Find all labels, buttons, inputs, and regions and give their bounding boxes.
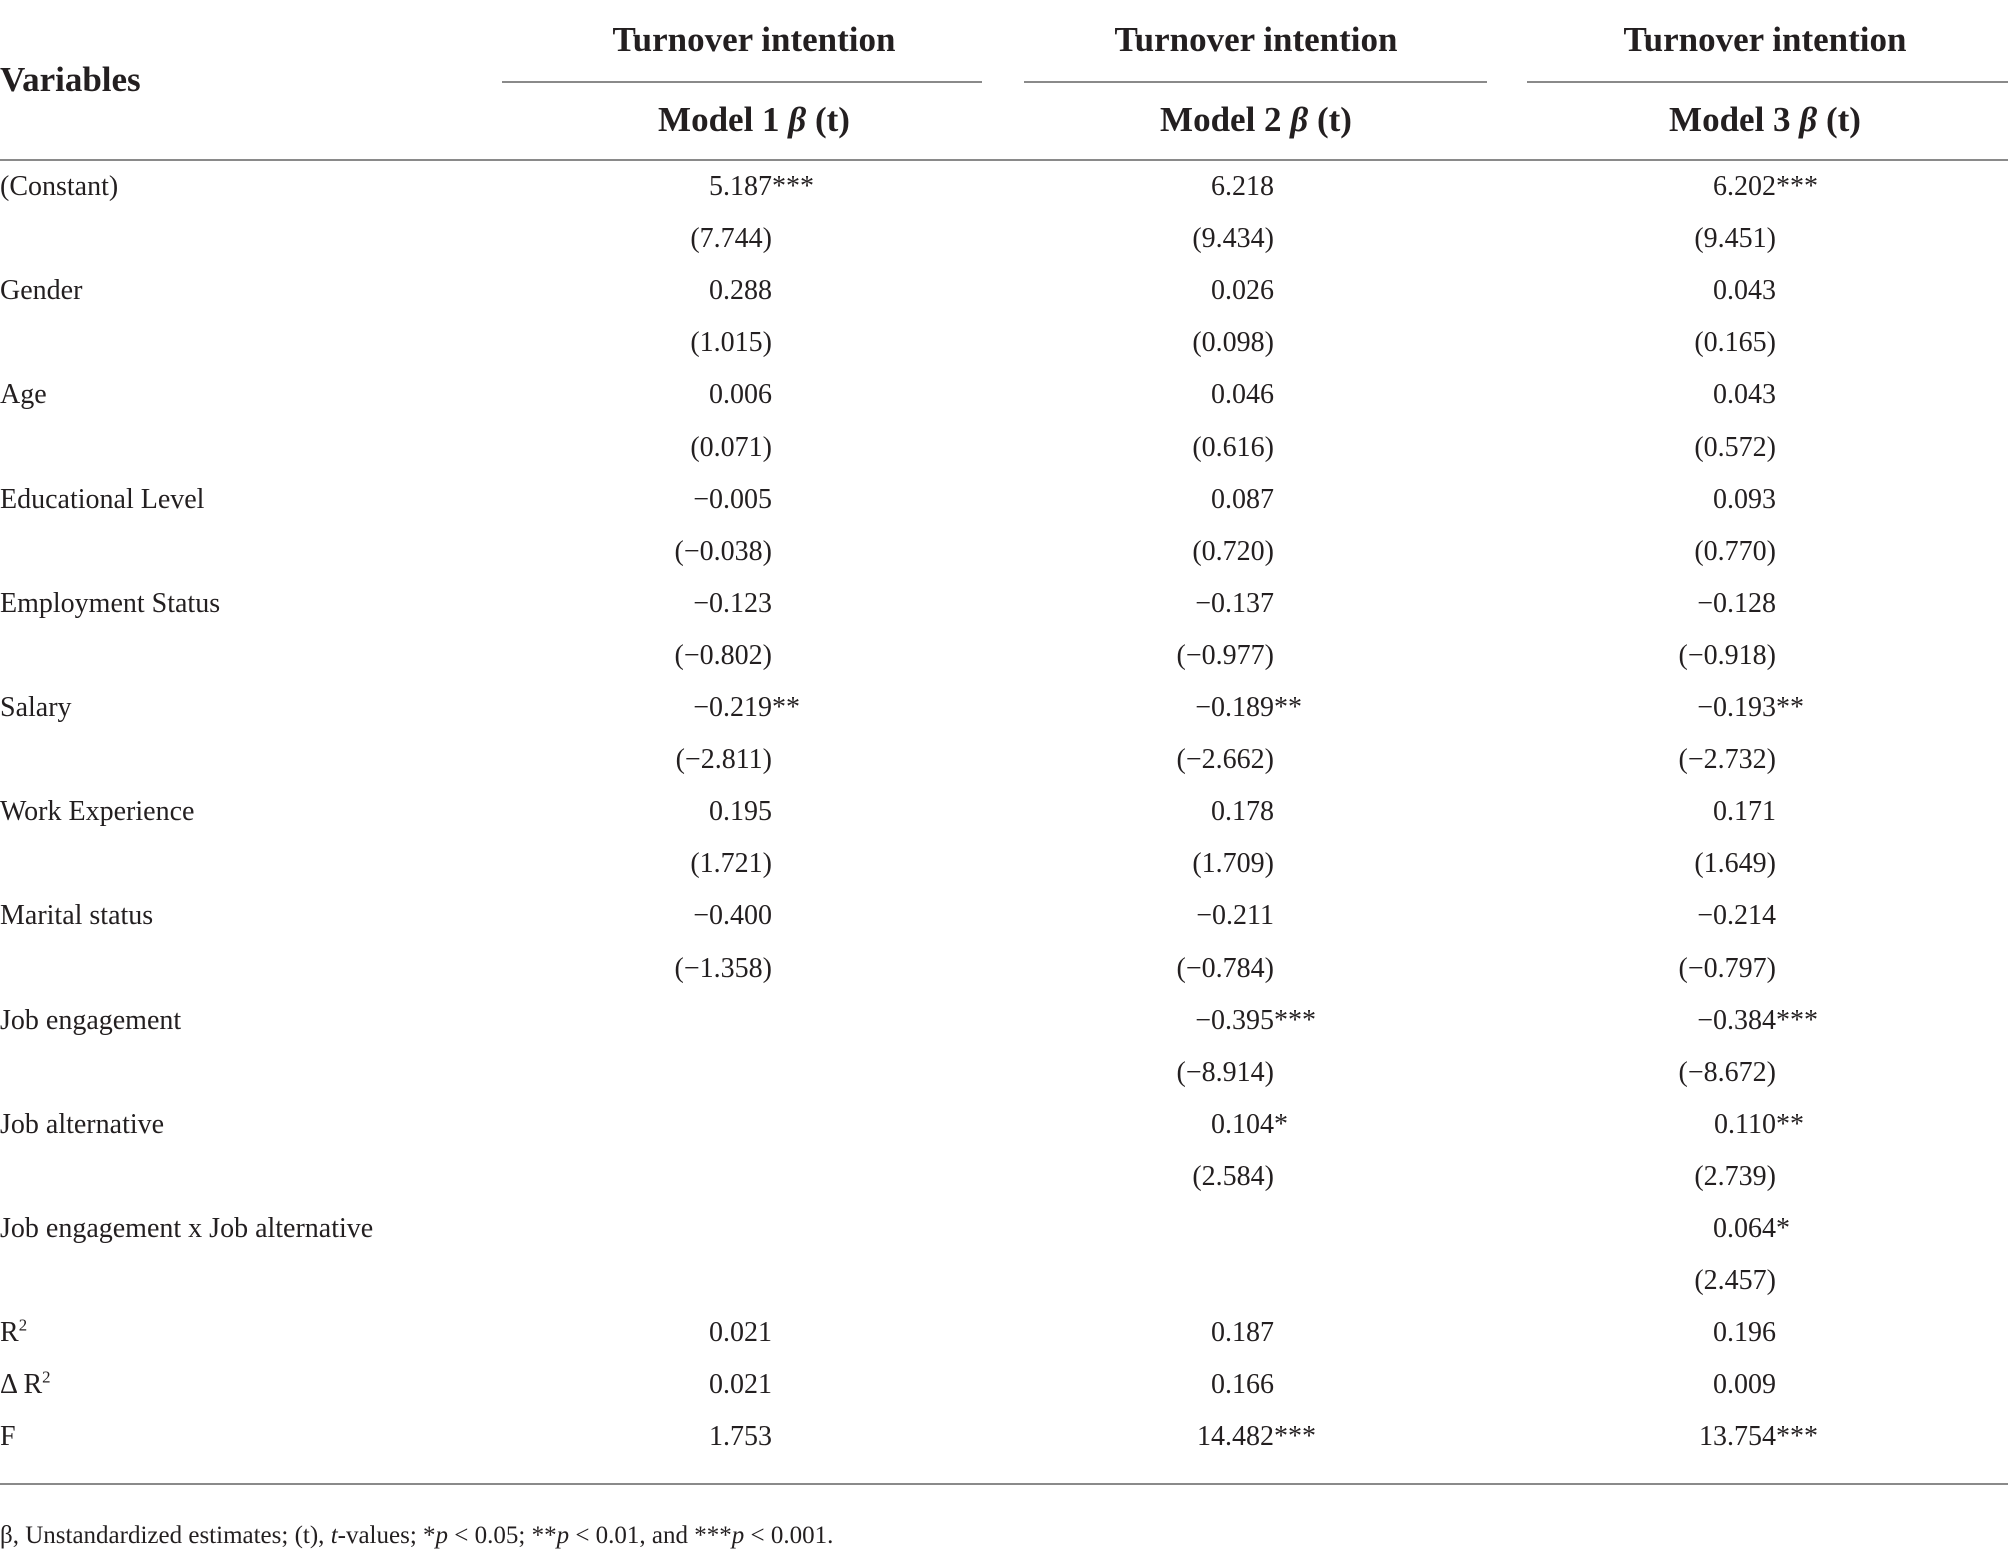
footnote-italic-p: p xyxy=(435,1522,449,1549)
beta-value: −0.137 xyxy=(1195,587,1274,619)
t-value: (−2.732) xyxy=(1678,744,1776,776)
row-label xyxy=(0,1316,27,1350)
row-label xyxy=(0,795,194,829)
row-label xyxy=(0,274,82,308)
row-label-text: Job alternative xyxy=(0,1108,165,1140)
beta-value: −0.384 xyxy=(1697,1004,1776,1036)
group-rule-2 xyxy=(1024,81,1487,83)
beta-value: 0.104 xyxy=(1211,1108,1274,1140)
beta-value: 0.043 xyxy=(1713,379,1776,411)
t-value: (9.451) xyxy=(1694,223,1776,255)
row-label xyxy=(0,170,118,204)
t-value: (7.744) xyxy=(690,223,772,255)
significance-stars: ** xyxy=(1274,692,1302,723)
beta-value: 0.046 xyxy=(1211,379,1274,411)
beta-symbol: β xyxy=(1290,100,1309,139)
stat-value: 1.753 xyxy=(709,1421,772,1453)
model-title xyxy=(1515,100,2008,140)
row-label-text: Salary xyxy=(0,692,72,723)
beta-value: −0.214 xyxy=(1697,900,1776,932)
row-label xyxy=(0,899,153,933)
beta-value: −0.128 xyxy=(1697,587,1776,619)
group-rule-3 xyxy=(1527,81,2008,83)
model-name: Model 2 xyxy=(1160,100,1282,139)
t-symbol: (t) xyxy=(1316,100,1352,139)
row-label-text: Work Experience xyxy=(0,796,195,828)
t-value: (0.165) xyxy=(1694,327,1776,359)
stat-value: 0.021 xyxy=(709,1317,772,1349)
model-name: Model 3 xyxy=(1669,100,1791,139)
significance-stars: * xyxy=(1274,1108,1288,1140)
row-label-text: Employment Status xyxy=(0,587,221,619)
t-value: (1.721) xyxy=(690,848,772,880)
t-value: (−0.802) xyxy=(674,639,772,671)
t-value: (0.616) xyxy=(1192,431,1274,463)
t-value: (−0.038) xyxy=(674,535,772,567)
row-label xyxy=(0,378,47,412)
row-label xyxy=(0,1420,16,1454)
beta-symbol: β xyxy=(1799,100,1818,139)
beta-value: 0.043 xyxy=(1713,275,1776,307)
row-label-text: F xyxy=(0,1421,16,1453)
t-symbol: (t) xyxy=(814,100,850,139)
beta-value: −0.211 xyxy=(1196,900,1274,932)
row-label-text: Educational Level xyxy=(0,483,205,515)
t-value: (0.720) xyxy=(1192,535,1274,567)
stat-value: 0.196 xyxy=(1713,1317,1776,1349)
variables-header: Variables xyxy=(0,60,141,99)
table-bottom-rule xyxy=(0,1483,2008,1485)
row-label xyxy=(0,483,204,517)
stat-value: 0.166 xyxy=(1211,1369,1274,1401)
beta-value: 0.064 xyxy=(1713,1213,1776,1244)
t-value: (0.071) xyxy=(690,431,772,463)
significance-stars: *** xyxy=(1776,171,1818,202)
footnote-italic-p: p xyxy=(556,1522,570,1549)
t-value: (−0.977) xyxy=(1176,639,1274,671)
superscript: 2 xyxy=(42,1367,51,1387)
significance-stars: *** xyxy=(1776,1004,1818,1036)
row-label-text: Age xyxy=(0,379,47,411)
row-label-text: Δ R xyxy=(0,1369,43,1401)
row-label-text: (Constant) xyxy=(0,171,119,202)
footnote-text: < 0.01, and *** xyxy=(569,1522,732,1549)
significance-stars: ** xyxy=(772,692,800,723)
significance-stars: *** xyxy=(1776,1421,1818,1453)
t-value: (2.457) xyxy=(1694,1265,1776,1297)
t-value: (9.434) xyxy=(1192,223,1274,255)
group-title: Turnover intention xyxy=(1623,20,1907,59)
row-label xyxy=(0,587,220,621)
row-label xyxy=(0,1004,181,1038)
t-value: (−8.914) xyxy=(1176,1056,1274,1088)
beta-value: 0.110 xyxy=(1714,1108,1776,1140)
t-value: (−1.358) xyxy=(674,952,772,984)
t-value: (0.770) xyxy=(1694,535,1776,567)
beta-value: −0.189 xyxy=(1195,692,1274,723)
footnote-italic-p: p xyxy=(731,1522,745,1549)
t-value: (−2.811) xyxy=(675,744,772,776)
row-label-text: Job engagement xyxy=(0,1004,182,1036)
significance-stars: ** xyxy=(1776,692,1804,723)
beta-value: −0.123 xyxy=(693,587,772,619)
stat-value: 14.482 xyxy=(1197,1421,1274,1453)
t-value: (−0.784) xyxy=(1176,952,1274,984)
group-rule-1 xyxy=(502,81,982,83)
beta-value: 0.026 xyxy=(1211,275,1274,307)
beta-value: −0.395 xyxy=(1195,1004,1274,1036)
superscript: 2 xyxy=(18,1315,28,1335)
row-label xyxy=(0,1212,373,1246)
beta-value: 0.195 xyxy=(709,796,772,828)
footnote-text: < 0.001. xyxy=(744,1522,834,1549)
beta-value: 0.171 xyxy=(1713,796,1776,828)
stat-value: 0.009 xyxy=(1713,1369,1776,1401)
beta-value: 6.202 xyxy=(1713,171,1776,202)
header-bottom-rule xyxy=(0,159,2008,161)
t-value: (−8.672) xyxy=(1678,1056,1776,1088)
row-label xyxy=(0,1108,164,1142)
row-label-text: Gender xyxy=(0,275,83,307)
model-name: Model 1 xyxy=(658,100,780,139)
beta-value: 0.087 xyxy=(1211,483,1274,515)
beta-value: −0.193 xyxy=(1697,692,1776,723)
model-title xyxy=(1006,100,1506,140)
table-footnote xyxy=(0,1520,833,1552)
t-value: (2.584) xyxy=(1192,1160,1274,1192)
footnote-italic-t: t xyxy=(330,1522,338,1549)
t-value: (1.649) xyxy=(1694,848,1776,880)
group-title: Turnover intention xyxy=(612,20,896,59)
t-value: (−0.797) xyxy=(1678,952,1776,984)
t-value: (−0.918) xyxy=(1678,639,1776,671)
significance-stars: *** xyxy=(772,171,814,202)
significance-stars: *** xyxy=(1274,1004,1316,1036)
significance-stars: *** xyxy=(1274,1421,1316,1453)
footnote-text: β, Unstandardized estimates; (t), xyxy=(0,1522,331,1549)
beta-value: −0.219 xyxy=(693,692,772,723)
t-value: (0.572) xyxy=(1694,431,1776,463)
stat-value: 13.754 xyxy=(1699,1421,1776,1453)
model-title xyxy=(504,100,1004,140)
beta-value: 0.288 xyxy=(709,275,772,307)
beta-value: −0.400 xyxy=(693,900,772,932)
group-title: Turnover intention xyxy=(1114,20,1398,59)
beta-value: 5.187 xyxy=(709,171,772,202)
row-label-text: Job engagement x Job alternative xyxy=(0,1213,374,1244)
stat-value: 0.187 xyxy=(1211,1317,1274,1349)
beta-symbol: β xyxy=(788,100,807,139)
significance-stars: ** xyxy=(1776,1108,1804,1140)
t-value: (1.015) xyxy=(690,327,772,359)
significance-stars: * xyxy=(1776,1213,1790,1244)
beta-value: 0.178 xyxy=(1211,796,1274,828)
t-value: (−2.662) xyxy=(1176,744,1274,776)
footnote-text: < 0.05; ** xyxy=(448,1522,557,1549)
t-value: (0.098) xyxy=(1192,327,1274,359)
t-value: (1.709) xyxy=(1192,848,1274,880)
stat-value: 0.021 xyxy=(709,1369,772,1401)
t-value: (2.739) xyxy=(1694,1160,1776,1192)
row-label-text: Marital status xyxy=(0,900,154,932)
t-symbol: (t) xyxy=(1825,100,1861,139)
beta-value: 6.218 xyxy=(1211,171,1274,202)
beta-value: −0.005 xyxy=(693,483,772,515)
row-label-text: R xyxy=(0,1317,19,1349)
footnote-text: -values; * xyxy=(337,1522,436,1549)
row-label xyxy=(0,691,72,725)
beta-value: 0.093 xyxy=(1713,483,1776,515)
row-label xyxy=(0,1368,51,1402)
beta-value: 0.006 xyxy=(709,379,772,411)
